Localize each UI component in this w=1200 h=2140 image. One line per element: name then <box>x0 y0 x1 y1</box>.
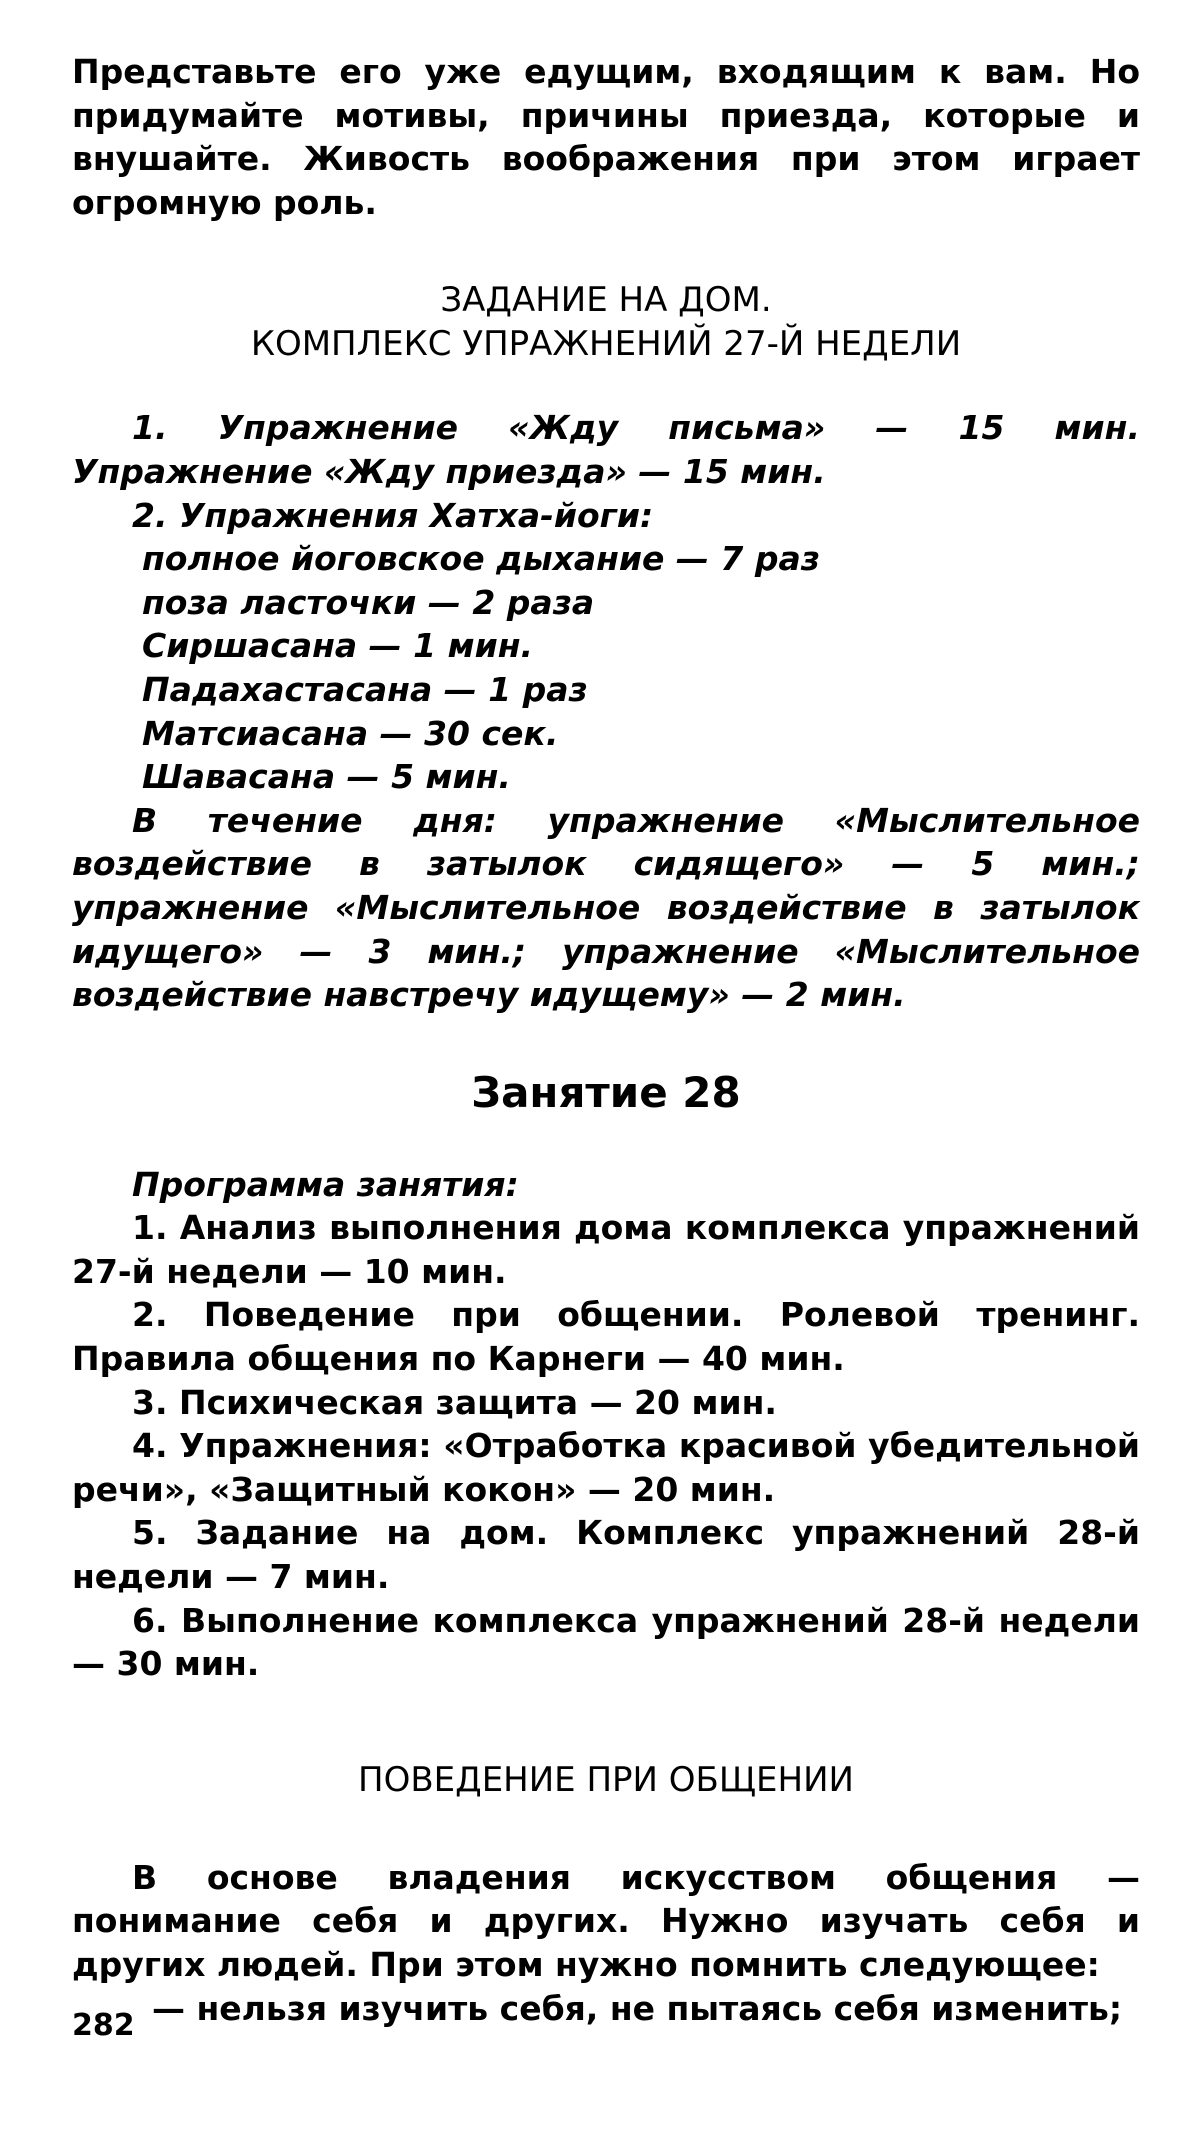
daytime-exercises: В течение дня: упражнение «Мыслительное воздействие в затылок сидящего» — 5 мин.; упражнение «Мыслительное воздействие в затылок идущего» — 3 мин.; упражнение «Мыслительное воздействие навстречу идущему» — 2 мин. <box>72 800 1140 1015</box>
program-item: 4. Упражнения: «Отработка красивой убедительной речи», «Защитный кокон» — 20 мин. <box>72 1426 1140 1509</box>
book-page <box>72 50 1140 2030</box>
behavior-dash-item: — нельзя изучить себя, не пытаясь себя изменить; <box>152 1988 1123 2028</box>
program-item: 6. Выполнение комплекса упражнений 28-й недели — 30 мин. <box>72 1600 1140 1684</box>
program-item: 2. Поведение при общении. Ролевой тренинг. Правила общения по Карнеги — 40 мин. <box>72 1295 1140 1379</box>
yoga-item: поза ласточки — 2 раза <box>142 582 595 622</box>
homework-item-1: 1. Упражнение «Жду письма» — 15 мин. Упражнение «Жду приезда» — 15 мин. <box>72 408 1140 491</box>
yoga-item: Сиршасана — 1 мин. <box>142 626 534 666</box>
behavior-paragraph: В основе владения искусством общения — понимание себя и других. Нужно изучать себя и других людей. При этом нужно помнить следующее: <box>72 1857 1140 1984</box>
program-item: 3. Психическая защита — 20 мин. <box>132 1382 777 1422</box>
homework-heading: ЗАДАНИЕ НА ДОМ. <box>440 280 772 321</box>
program-label: Программа занятия: <box>132 1164 519 1204</box>
lesson-title: Занятие 28 <box>471 1067 741 1117</box>
homework-subheading: КОМПЛЕКС УПРАЖНЕНИЙ 27-Й НЕДЕЛИ <box>250 324 962 365</box>
program-item: 1. Анализ выполнения дома комплекса упражнений 27-й недели — 10 мин. <box>72 1208 1140 1291</box>
yoga-item: полное йоговское дыхание — 7 раз <box>142 539 820 579</box>
homework-item-2: 2. Упражнения Хатха-йоги: <box>132 495 654 535</box>
page-number: 282 <box>72 2008 135 2043</box>
intro-paragraph: Представьте его уже едущим, входящим к вам. Но придумайте мотивы, причины приезда, которые и внушайте. Живость воображения при этом играет огромную роль. <box>72 52 1140 222</box>
yoga-item: Шавасана — 5 мин. <box>142 757 511 797</box>
yoga-item: Падахастасана — 1 раз <box>142 669 588 709</box>
behavior-heading: ПОВЕДЕНИЕ ПРИ ОБЩЕНИИ <box>358 1759 854 1800</box>
program-item: 5. Задание на дом. Комплекс упражнений 28-й недели — 7 мин. <box>72 1513 1140 1597</box>
yoga-item: Матсиасана — 30 сек. <box>142 713 559 753</box>
